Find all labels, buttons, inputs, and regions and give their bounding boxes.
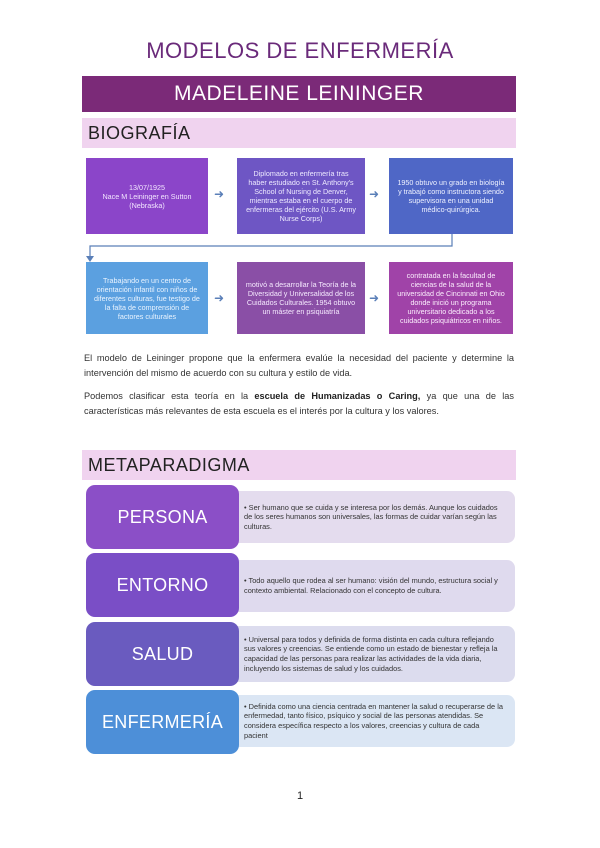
metaparadigm-desc-salud: • Universal para todos y definida de forma distinta en cada cultura reflejando sus valores y creencias. Se entiende como un estado de bienestar y refleja la capacidad de las personas para realizar las actividades de la vida diaria, incluyendo los sistemas de salud y los cuidados.	[230, 626, 515, 682]
metaparadigm-label-enfermeria: ENFERMERÍA	[86, 690, 239, 754]
timeline-box-1: 13/07/1925 Nace M Leininger en Sutton (Nebraska)	[86, 158, 208, 234]
metaparadigm-label-salud: SALUD	[86, 622, 239, 686]
page-number: 1	[296, 790, 304, 802]
timeline-box-5: motivó a desarrollar la Teoría de la Diversidad y Universalidad de los Cuidados Culturales. 1954 obtuvo un máster en psiquiatría	[237, 262, 365, 334]
timeline-box-4: Trabajando en un centro de orientación infantil con niños de diferentes culturas, fue testigo de la falta de comprensión de factores culturales	[86, 262, 208, 334]
timeline-box-2: Diplomado en enfermería tras haber estudiado en St. Anthony's School of Nursing de Denver, mientras estaba en el cuerpo de enfermeras del ejército (U.S. Army Nurse Corps)	[237, 158, 365, 234]
timeline-box-3: 1950 obtuvo un grado en biología y trabajó como instructora siendo supervisora en una unidad médico-quirúrgica.	[389, 158, 513, 234]
timeline-box-6: contratada en la facultad de ciencias de la salud de la universidad de Cincinnati en Ohio donde inició un programa universitario dedicado a los cuidados psiquiátricos en niños.	[389, 262, 513, 334]
arrow-right-icon: ➜	[369, 291, 380, 305]
metaparadigm-desc-enfermeria: • Definida como una ciencia centrada en mantener la salud o recuperarse de la enfermedad, tanto físico, psíquico y social de las personas atendidas. Se considera específica respecto a los valores, creencias y cultura de cada pacient	[230, 695, 515, 747]
section-heading-biography: BIOGRAFÍA	[82, 118, 516, 148]
metaparadigm-label-persona: PERSONA	[86, 485, 239, 549]
metaparadigm-label-entorno: ENTORNO	[86, 553, 239, 617]
metaparadigm-desc-entorno: • Todo aquello que rodea al ser humano: visión del mundo, estructura social y contexto ambiental. Relacionado con el concepto de cultura.	[230, 560, 515, 612]
arrow-right-icon: ➜	[214, 187, 225, 201]
arrow-right-icon: ➜	[369, 187, 380, 201]
subtitle-banner: MADELEINE LEININGER	[82, 76, 516, 112]
paragraph-classification	[84, 389, 514, 419]
paragraph-text: ya que una de las características más relevantes de esta escuela es el interés por la cultura y los valores.	[84, 391, 514, 416]
metaparadigm-desc-persona: • Ser humano que se cuida y se interesa por los demás. Aunque los cuidados de los seres humanos son universales, las formas de cuidar varían según las culturas.	[230, 491, 515, 543]
connector-arrow-icon	[80, 230, 470, 264]
section-heading-metaparadigm: METAPARADIGMA	[82, 450, 516, 480]
paragraph-text: Podemos clasificar esta teoría en la	[84, 391, 255, 401]
arrow-right-icon: ➜	[214, 291, 225, 305]
paragraph-model: El modelo de Leininger propone que la enfermera evalúe la necesidad del paciente y determine la intervención del mismo de acuerdo con su cultura y estilo de vida.	[84, 353, 514, 378]
paragraph-bold-text: escuela de Humanizadas o Caring,	[254, 391, 421, 401]
page-title: MODELOS DE ENFERMERÍA	[146, 38, 454, 63]
